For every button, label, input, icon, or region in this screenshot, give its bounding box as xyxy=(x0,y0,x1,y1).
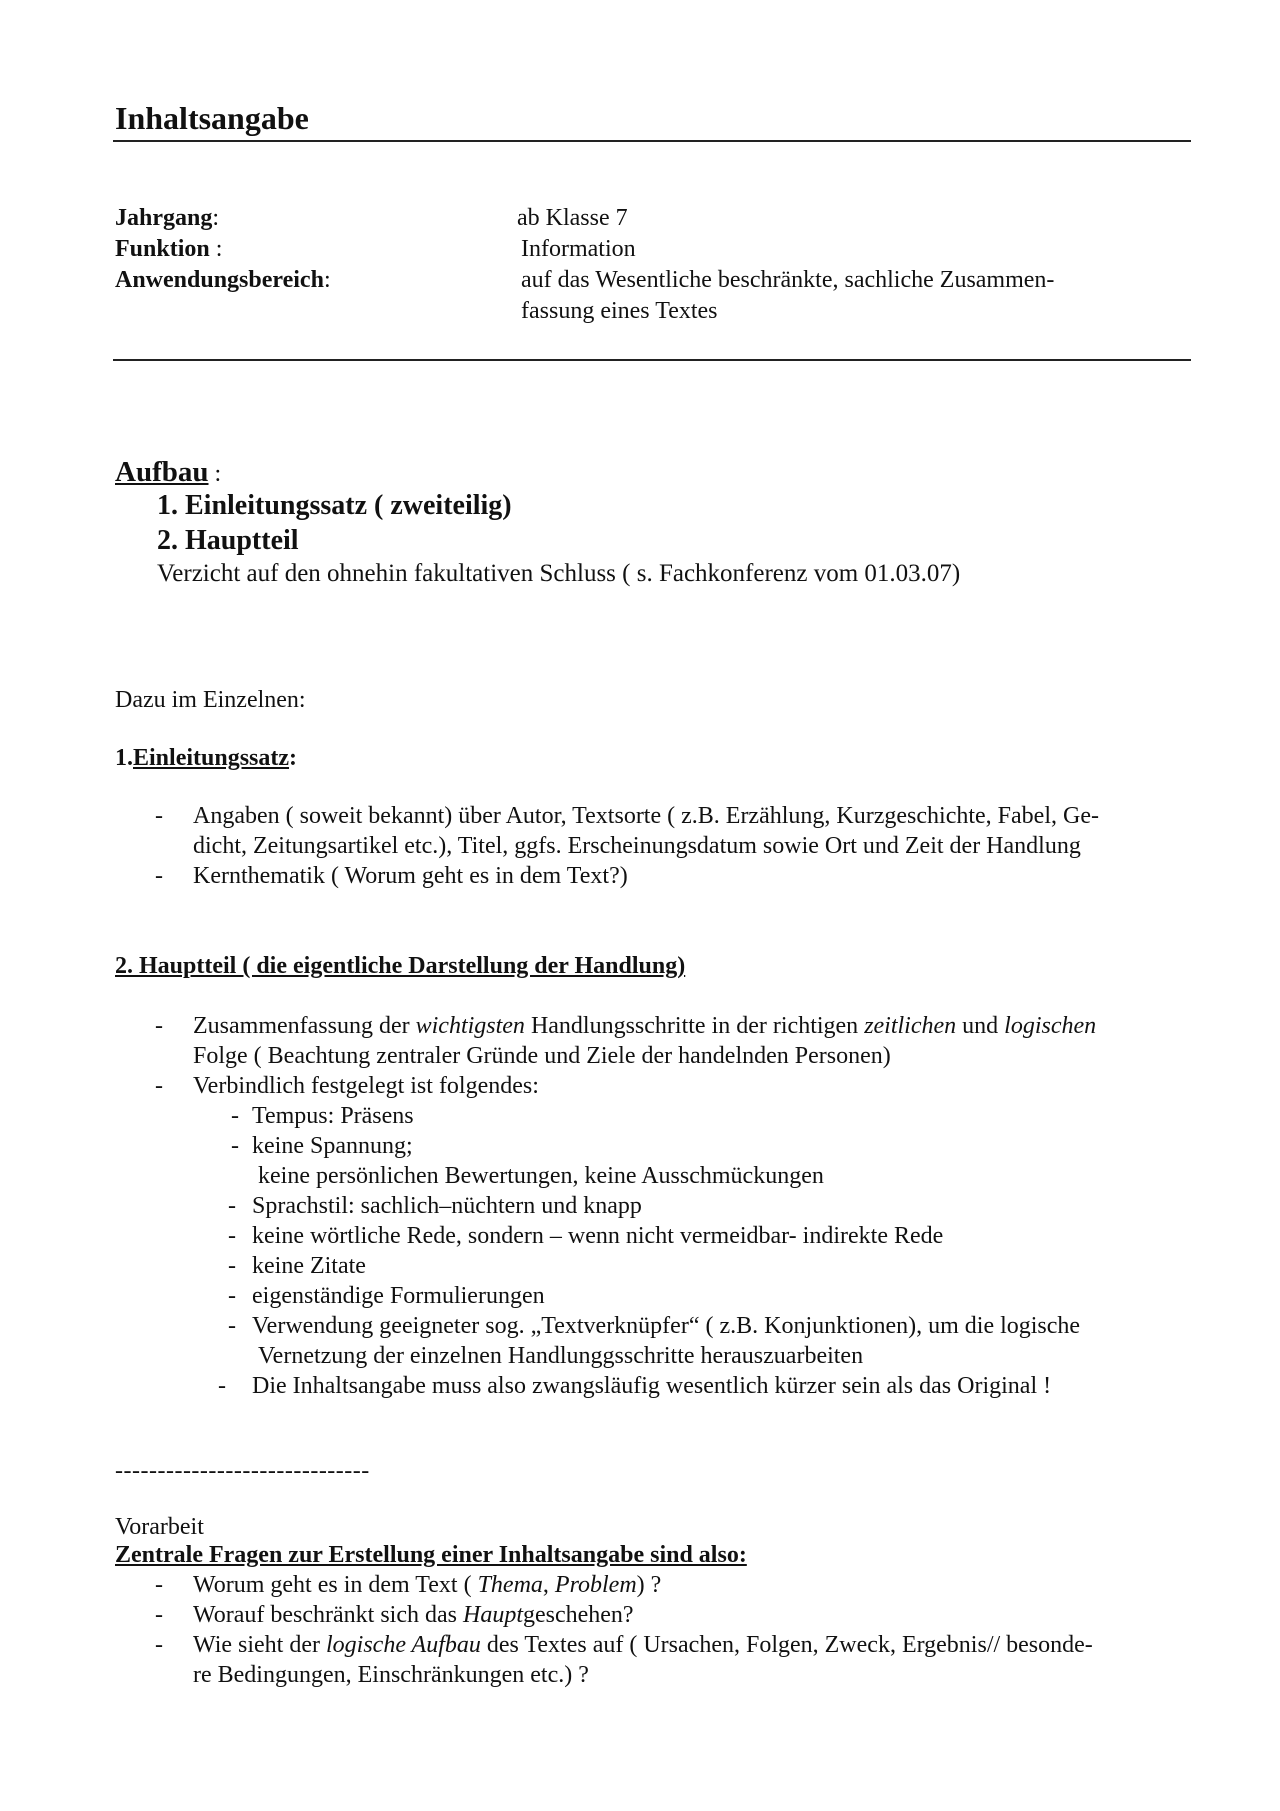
meta-anwendung-value-line1: auf das Wesentliche beschränkte, sachliche Zusammen- xyxy=(521,267,1055,293)
sub-item-zitate: keine Zitate xyxy=(252,1253,366,1279)
sub-item-rede: keine wörtliche Rede, sondern – wenn nicht vermeidbar- indirekte Rede xyxy=(252,1223,944,1249)
question-2: Worauf beschränkt sich das Hauptgeschehen? xyxy=(193,1602,634,1628)
hauptteil-bullet-1-line2: Folge ( Beachtung zentraler Gründe und Ziele der handelnden Personen) xyxy=(193,1043,891,1069)
meta-rule xyxy=(113,359,1191,361)
question-3-line2: re Bedingungen, Einschränkungen etc.) ? xyxy=(193,1662,589,1688)
sub-item-tempus: Tempus: Präsens xyxy=(252,1103,414,1129)
meta-funktion-value: Information xyxy=(521,236,636,262)
hauptteil-bullet-2: Verbindlich festgelegt ist folgendes: xyxy=(193,1073,539,1099)
sub-item-formulierungen: eigenständige Formulierungen xyxy=(252,1283,545,1309)
meta-jahrgang-label: Jahrgang: xyxy=(115,205,220,231)
sub-item-sprachstil: Sprachstil: sachlich–nüchtern und knapp xyxy=(252,1193,642,1219)
sub-dash: - xyxy=(228,1283,236,1309)
hauptteil-bullet-1-line1: Zusammenfassung der wichtigsten Handlungsschritte in der richtigen zeitlichen und logischen xyxy=(193,1013,1097,1039)
sub-item-bewertungen: keine persönlichen Bewertungen, keine Ausschmückungen xyxy=(258,1163,824,1189)
einleitung-bullet-1-line1: Angaben ( soweit bekannt) über Autor, Textsorte ( z.B. Erzählung, Kurzgeschichte, Fabel, Ge- xyxy=(193,803,1099,829)
sub-item-textverknuepfer-line2: Vernetzung der einzelnen Handlunggsschritte herauszuarbeiten xyxy=(258,1343,864,1369)
separator-line: ------------------------------ xyxy=(115,1458,370,1484)
vorarbeit-label: Vorarbeit xyxy=(115,1514,204,1540)
meta-jahrgang-value: ab Klasse 7 xyxy=(517,205,628,231)
page-title: Inhaltsangabe xyxy=(115,100,309,136)
einleitung-bullet-1-line2: dicht, Zeitungsartikel etc.), Titel, ggfs. Erscheinungsdatum sowie Ort und Zeit der Handlung xyxy=(193,833,1081,859)
bullet-dash: - xyxy=(155,1632,163,1658)
sub-item-textverknuepfer-line1: Verwendung geeigneter sog. „Textverknüpfer“ ( z.B. Konjunktionen), um die logische xyxy=(252,1313,1081,1339)
aufbau-note: Verzicht auf den ohnehin fakultativen Schluss ( s. Fachkonferenz vom 01.03.07) xyxy=(157,560,961,587)
bullet-dash: - xyxy=(155,803,163,829)
sub-dash: - xyxy=(231,1103,239,1129)
question-1: Worum geht es in dem Text ( Thema, Problem) ? xyxy=(193,1572,662,1598)
dazu-text: Dazu im Einzelnen: xyxy=(115,687,306,713)
aufbau-item-1: 1. Einleitungssatz ( zweiteilig) xyxy=(157,490,512,521)
question-3-line1: Wie sieht der logische Aufbau des Textes auf ( Ursachen, Folgen, Zweck, Ergebnis// besonde- xyxy=(193,1632,1093,1658)
aufbau-item-2: 2. Hauptteil xyxy=(157,525,299,556)
meta-funktion-label: Funktion : xyxy=(115,236,223,262)
sub-dash: - xyxy=(218,1373,226,1399)
sub-item-kuerzer: Die Inhaltsangabe muss also zwangsläufig wesentlich kürzer sein als das Original ! xyxy=(252,1373,1052,1399)
bullet-dash: - xyxy=(155,863,163,889)
sub-dash: - xyxy=(228,1313,236,1339)
vorarbeit-heading: Zentrale Fragen zur Erstellung einer Inhaltsangabe sind also: xyxy=(115,1542,747,1568)
sub-dash: - xyxy=(228,1193,236,1219)
meta-anwendung-label: Anwendungsbereich: xyxy=(115,267,331,293)
bullet-dash: - xyxy=(155,1572,163,1598)
aufbau-heading: Aufbau : xyxy=(115,456,222,488)
sub-dash: - xyxy=(228,1253,236,1279)
bullet-dash: - xyxy=(155,1602,163,1628)
einleitung-heading: 1.Einleitungssatz: xyxy=(115,745,298,771)
title-rule xyxy=(113,140,1191,142)
bullet-dash: - xyxy=(155,1013,163,1039)
sub-item-spannung: keine Spannung; xyxy=(252,1133,413,1159)
sub-dash: - xyxy=(228,1223,236,1249)
hauptteil-heading: 2. Hauptteil ( die eigentliche Darstellung der Handlung) xyxy=(115,953,686,979)
bullet-dash: - xyxy=(155,1073,163,1099)
einleitung-bullet-2: Kernthematik ( Worum geht es in dem Text?) xyxy=(193,863,628,889)
meta-anwendung-value-line2: fassung eines Textes xyxy=(521,298,718,324)
sub-dash: - xyxy=(231,1133,239,1159)
